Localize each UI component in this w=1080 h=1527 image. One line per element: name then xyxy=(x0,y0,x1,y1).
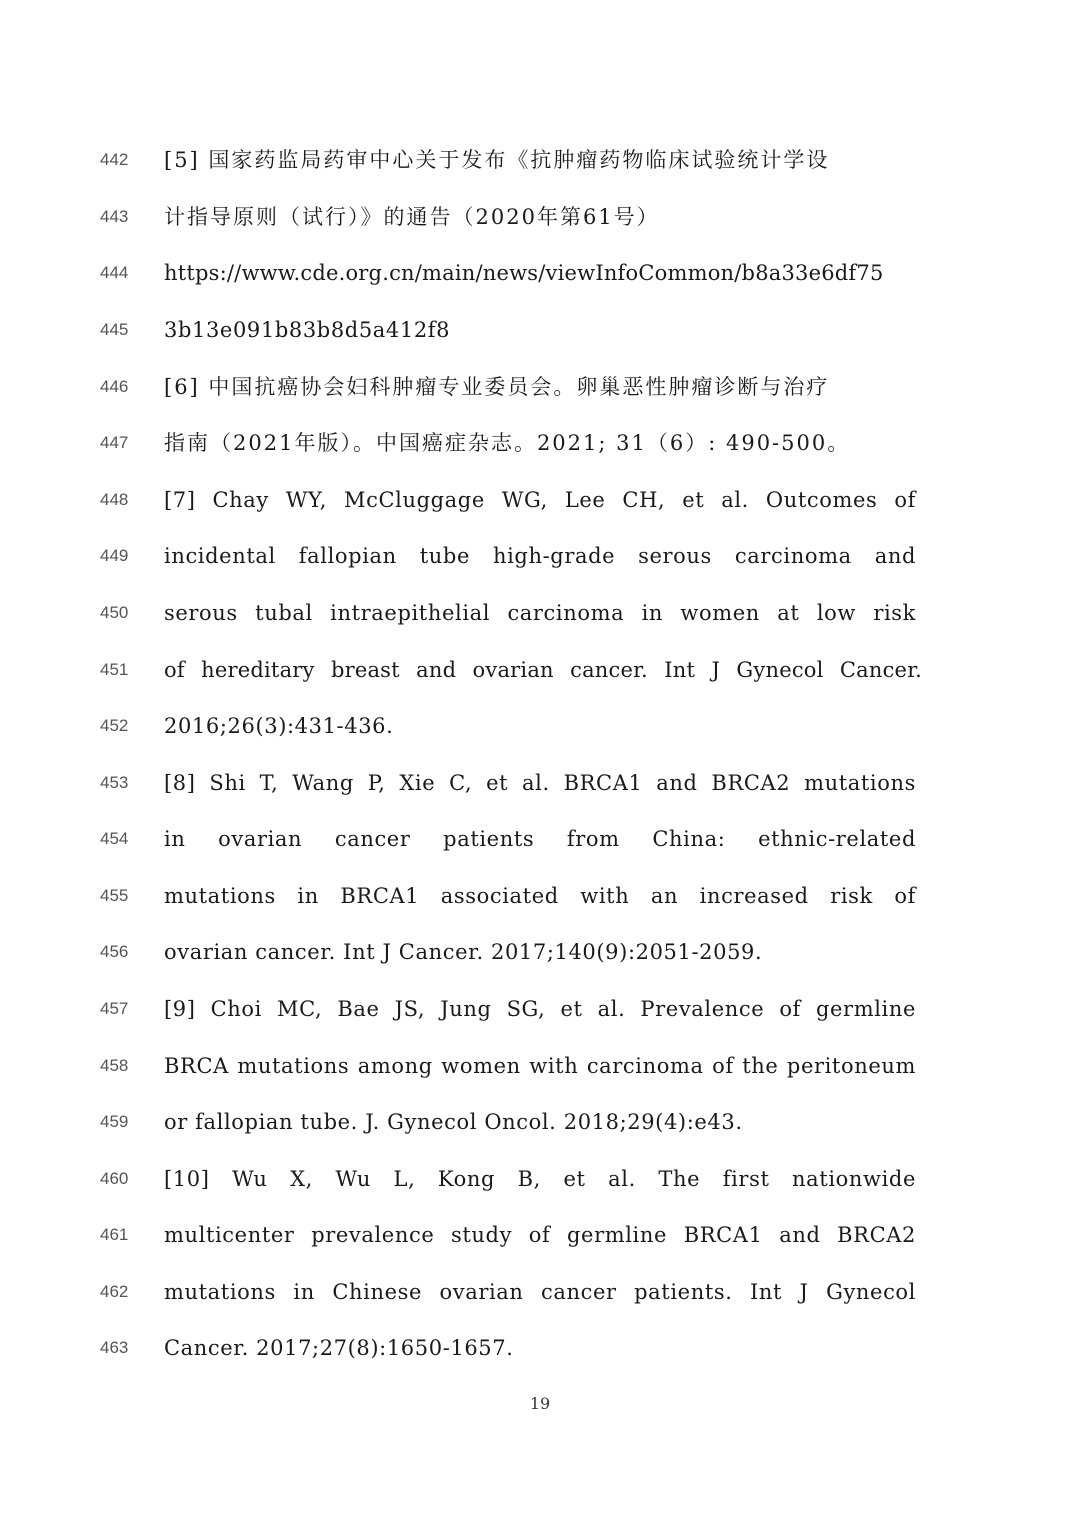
text-line xyxy=(0,989,1080,1029)
line-number: 443 xyxy=(100,207,129,226)
line-number: 449 xyxy=(100,546,129,565)
line-number: 442 xyxy=(100,150,129,169)
line-text: [6] 中国抗癌协会妇科肿瘤专业委员会。卵巢恶性肿瘤诊断与治疗 xyxy=(164,375,830,399)
text-line xyxy=(0,367,1080,407)
line-text: mutations in BRCA1 associated with an increased risk of xyxy=(164,884,916,908)
text-line xyxy=(0,1272,1080,1312)
line-number: 450 xyxy=(100,603,129,622)
text-line xyxy=(0,1102,1080,1142)
text-line xyxy=(0,650,1080,690)
reference-url: https://www.cde.org.cn/main/news/viewInfoCommon/b8a33e6df75 xyxy=(164,261,884,285)
line-text: Cancer. 2017;27(8):1650-1657. xyxy=(164,1336,514,1360)
line-text: 2016;26(3):431-436. xyxy=(164,714,394,738)
line-text: 指南（2021年版）。中国癌症杂志。2021; 31（6）: 490-500。 xyxy=(164,431,851,455)
line-number: 456 xyxy=(100,942,129,961)
text-line xyxy=(0,1328,1080,1368)
text-line xyxy=(0,763,1080,803)
line-number: 461 xyxy=(100,1225,129,1244)
line-number: 457 xyxy=(100,999,129,1018)
line-text: multicenter prevalence study of germline BRCA1 and BRCA2 xyxy=(164,1223,916,1247)
line-number: 460 xyxy=(100,1169,129,1188)
page-number: 19 xyxy=(529,1394,551,1413)
line-number: 446 xyxy=(100,377,129,396)
line-text: mutations in Chinese ovarian cancer patients. Int J Gynecol xyxy=(164,1280,916,1304)
line-text: incidental fallopian tube high-grade serous carcinoma and xyxy=(164,544,916,568)
line-text: [9] Choi MC, Bae JS, Jung SG, et al. Prevalence of germline xyxy=(164,997,916,1021)
text-line xyxy=(0,932,1080,972)
text-line xyxy=(0,310,1080,350)
line-number: 451 xyxy=(100,660,129,679)
line-number: 458 xyxy=(100,1056,129,1075)
line-number: 463 xyxy=(100,1338,129,1357)
text-line xyxy=(0,1046,1080,1086)
line-text: or fallopian tube. J. Gynecol Oncol. 2018;29(4):e43. xyxy=(164,1110,743,1134)
text-line xyxy=(0,480,1080,520)
text-line xyxy=(0,876,1080,916)
line-number: 447 xyxy=(100,433,129,452)
line-text: [5] 国家药监局药审中心关于发布《抗肿瘤药物临床试验统计学设 xyxy=(164,148,830,172)
line-number: 454 xyxy=(100,829,129,848)
text-line xyxy=(0,197,1080,237)
text-line xyxy=(0,819,1080,859)
text-line xyxy=(0,423,1080,463)
line-number: 455 xyxy=(100,886,129,905)
reference-url-continued: 3b13e091b83b8d5a412f8 xyxy=(164,318,451,342)
line-number: 445 xyxy=(100,320,129,339)
line-number: 448 xyxy=(100,490,129,509)
text-line xyxy=(0,140,1080,180)
line-number: 462 xyxy=(100,1282,129,1301)
line-number: 453 xyxy=(100,773,129,792)
line-text: [7] Chay WY, McCluggage WG, Lee CH, et al. Outcomes of xyxy=(164,488,916,512)
text-line xyxy=(0,536,1080,576)
text-line xyxy=(0,593,1080,633)
text-line xyxy=(0,1215,1080,1255)
text-line xyxy=(0,253,1080,293)
text-line xyxy=(0,1159,1080,1199)
line-number: 459 xyxy=(100,1112,129,1131)
line-text: in ovarian cancer patients from China: ethnic-related xyxy=(164,827,916,851)
line-text: 计指导原则（试行）》的通告（2020年第61号） xyxy=(164,205,660,229)
line-text: BRCA mutations among women with carcinoma of the peritoneum xyxy=(164,1054,916,1078)
line-text: serous tubal intraepithelial carcinoma in women at low risk xyxy=(164,601,916,625)
line-text: [8] Shi T, Wang P, Xie C, et al. BRCA1 and BRCA2 mutations xyxy=(164,771,916,795)
line-number: 444 xyxy=(100,263,129,282)
line-text: of hereditary breast and ovarian cancer. Int J Gynecol Cancer. xyxy=(164,658,922,682)
line-text: ovarian cancer. Int J Cancer. 2017;140(9):2051-2059. xyxy=(164,940,763,964)
text-line xyxy=(0,706,1080,746)
line-number: 452 xyxy=(100,716,129,735)
line-text: [10] Wu X, Wu L, Kong B, et al. The first nationwide xyxy=(164,1167,916,1191)
